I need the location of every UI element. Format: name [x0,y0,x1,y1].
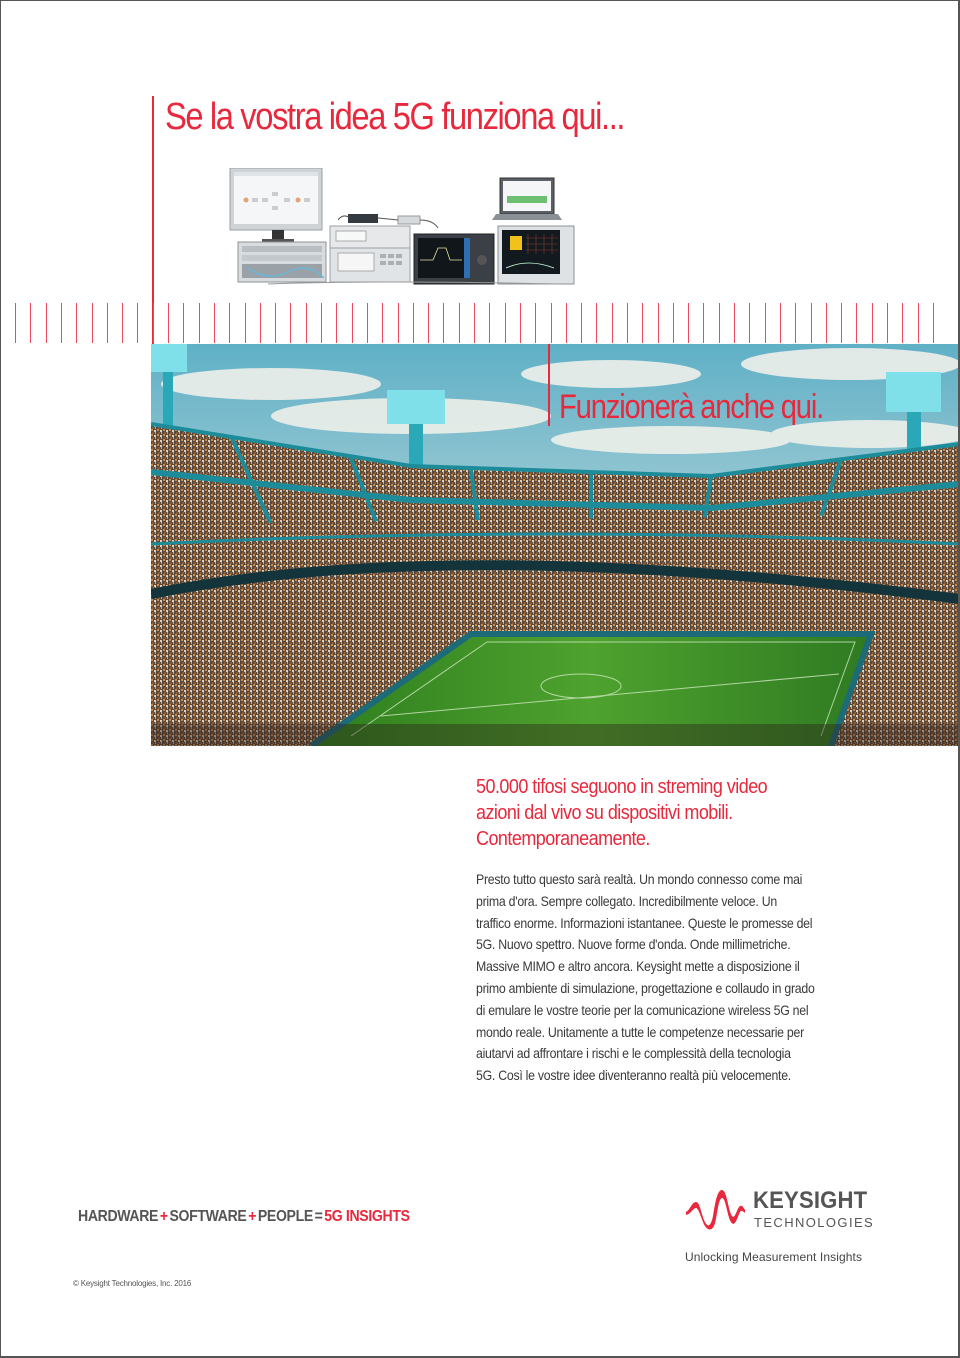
body-line: 5G. Nuovo spettro. Nuove forme d'onda. Onde millimetriche. [476,936,791,953]
ruler-tick [703,303,704,343]
ruler-tick [336,303,337,343]
body-line: primo ambiente di simulazione, progettazione e collaudo in grado [476,979,815,996]
ruler-tick [581,303,582,343]
ruler-tick [61,303,62,343]
ruler-tick [15,303,16,343]
ruler-tick [137,303,138,343]
ruler-tick [214,303,215,343]
ruler-tick [765,303,766,343]
ruler-tick [505,303,506,343]
headline-photo: Funzionerà anche qui. [559,388,824,426]
ruler-tick [749,303,750,343]
subheadline [476,774,854,852]
ruler-tick [290,303,291,343]
body-line: mondo reale. Unitamente a tutte le competenze necessarie per [476,1023,804,1040]
ruler-tick [459,303,460,343]
ruler-tick [306,303,307,343]
ruler-tick [688,303,689,343]
ruler-tick [673,303,674,343]
ruler-tick [795,303,796,343]
ruler-tick [76,303,77,343]
ruler-tick [30,303,31,343]
logo-brand: KEYSIGHT [753,1187,868,1214]
equals-icon: = [314,1208,323,1225]
logo-subtitle: TECHNOLOGIES [754,1215,875,1230]
ruler-tick [811,303,812,343]
ruler-tick [199,303,200,343]
ruler-tick [535,303,536,343]
tagline-people: PEOPLE [257,1208,313,1225]
ruler-tick [734,303,735,343]
ruler-tick [443,303,444,343]
ruler-tick [872,303,873,343]
ruler-tick [229,303,230,343]
ruler-tick [183,303,184,343]
ruler-tick [612,303,613,343]
tagline-result: 5G INSIGHTS [324,1208,410,1225]
keysight-wave-icon [684,1186,746,1230]
ruler-tick [275,303,276,343]
ruler-tick [153,303,154,343]
body-line: Massive MIMO e altro ancora. Keysight mette a disposizione il [476,958,800,975]
headline-top: Se la vostra idea 5G funziona qui... [165,96,625,138]
ruler-tick [887,303,888,343]
ruler-tick [413,303,414,343]
ruler-tick [566,303,567,343]
ruler-tick [902,303,903,343]
ruler-tick [551,303,552,343]
ruler-tick [658,303,659,343]
tagline-software: SOFTWARE [169,1208,247,1225]
ruler-tick [719,303,720,343]
ruler-tick [780,303,781,343]
ruler-tick [398,303,399,343]
body-line: aiutarvi ad affrontare i rischi e le complessità della tecnologia [476,1045,791,1062]
ruler-tick [596,303,597,343]
ruler-tick [474,303,475,343]
logo-slogan: Unlocking Measurement Insights [685,1250,863,1264]
ruler-tick [92,303,93,343]
ruler-tick [107,303,108,343]
ruler-tick [642,303,643,343]
ruler-tick [428,303,429,343]
keysight-logo [684,1186,894,1276]
copyright: © Keysight Technologies, Inc. 2016 [73,1279,192,1288]
ruler-tick [826,303,827,343]
ruler-tick [841,303,842,343]
ruler-tick [122,303,123,343]
ruler-tick [260,303,261,343]
body-copy [476,869,881,1087]
body-line: 5G. Così le vostre idee diventeranno realtà più velocemente. [476,1067,791,1084]
tagline-hardware: HARDWARE [78,1208,159,1225]
ruler-tick [321,303,322,343]
body-line: Presto tutto questo sarà realtà. Un mondo connesso come mai [476,871,803,887]
ruler-tick [933,303,934,343]
ruler-tick [382,303,383,343]
body-line: prima d'ora. Sempre collegato. Incredibilmente veloce. Un [476,892,777,909]
ruler-tick [856,303,857,343]
ruler-tick [520,303,521,343]
decorative-ruler [0,300,960,346]
ruler-tick [367,303,368,343]
ruler-tick [168,303,169,343]
ruler-tick [489,303,490,343]
subhead-line: Contemporaneamente. [476,828,650,850]
subhead-line: azioni dal vivo su dispositivi mobili. [476,802,733,824]
ruler-tick [245,303,246,343]
equipment-image [228,168,578,286]
plus-icon: + [159,1208,168,1225]
tagline [78,1208,410,1226]
accent-vertical-line-photo [548,344,550,426]
stadium-photo [151,344,960,746]
ruler-tick [918,303,919,343]
body-line: traffico enorme. Informazioni istantanee. Queste le promesse del [476,914,813,931]
body-line: di emulare le vostre teorie per la comunicazione wireless 5G nel [476,1001,809,1018]
plus-icon: + [248,1208,257,1225]
ruler-tick [46,303,47,343]
subhead-line: 50.000 tifosi seguono in streming video [476,776,768,798]
ruler-tick [352,303,353,343]
ruler-tick [627,303,628,343]
